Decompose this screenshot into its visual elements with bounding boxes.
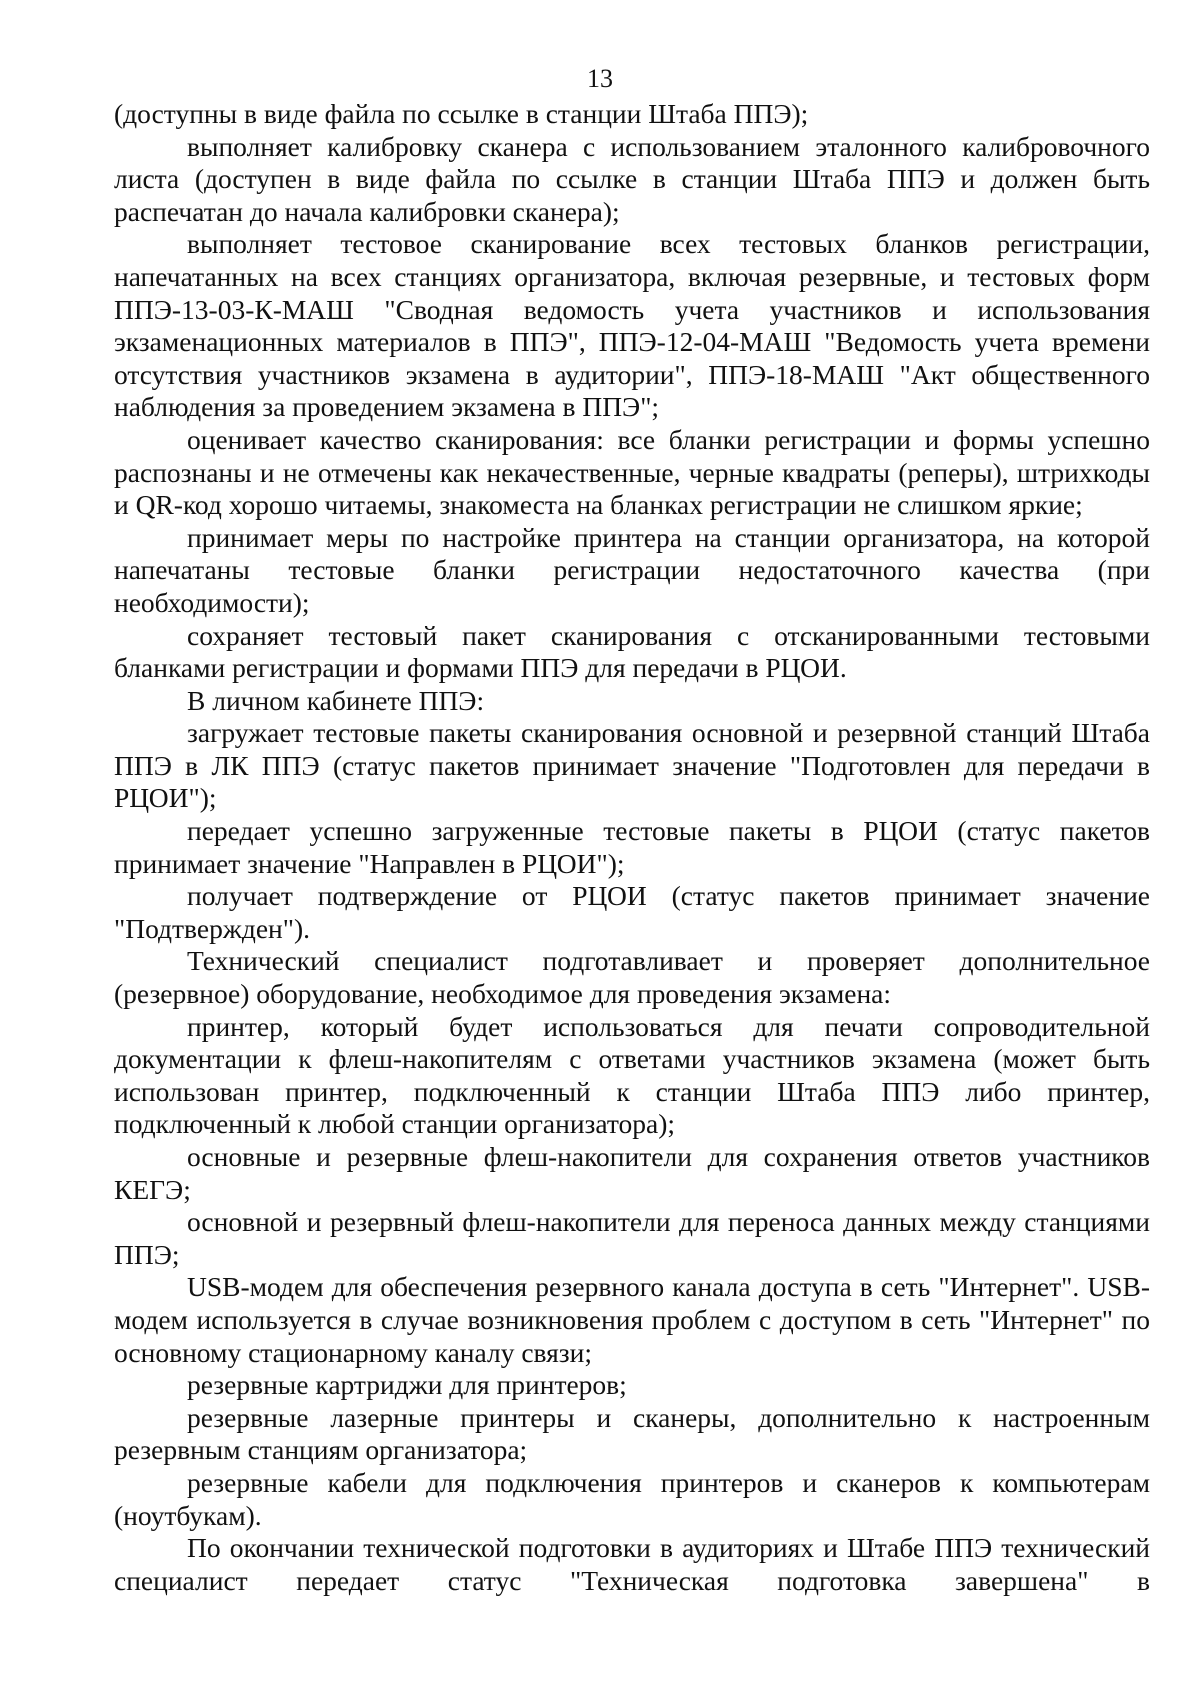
page-number: 13 (587, 64, 613, 93)
paragraph-usb-modem: USB-модем для обеспечения резервного канала доступа в сеть "Интернет". USB-модем используется в случае возникновения проблем с доступом в сеть "Интернет" по основному стационарному каналу связи; (114, 1271, 1150, 1368)
paragraph-upload-packages: загружает тестовые пакеты сканирования основной и резервной станций Штаба ППЭ в ЛК ППЭ (статус пакетов принимает значение "Подготовлен для передачи в РЦОИ"); (114, 717, 1150, 814)
document-body (114, 98, 1150, 1597)
paragraph-printer: принтер, который будет использоваться для печати сопроводительной документации к флеш-накопителям с ответами участников экзамена (может быть использован принтер, подключенный к станции Штаба ППЭ либо принтер, подключенный к любой станции организатора); (114, 1010, 1150, 1140)
paragraph-backup-cables: резервные кабели для подключения принтеров и сканеров к компьютерам (ноутбукам). (114, 1466, 1150, 1531)
paragraph-flash-drives-transfer: основной и резервный флеш-накопители для переноса данных между станциями ППЭ; (114, 1206, 1150, 1270)
paragraph-send-packages: передает успешно загруженные тестовые пакеты в РЦОИ (статус пакетов принимает значение "Направлен в РЦОИ"); (114, 815, 1150, 879)
paragraph-confirmation: получает подтверждение от РЦОИ (статус пакетов принимает значение "Подтвержден"). (114, 880, 1150, 944)
paragraph-scan-quality: оценивает качество сканирования: все бланки регистрации и формы успешно распознаны и не отмечены как некачественные, черные квадраты (реперы), штрихкоды и QR-код хорошо читаемы, знакоместа на бланках регистрации не слишком яркие; (114, 423, 1150, 521)
paragraph-personal-cabinet: В личном кабинете ППЭ: (187, 684, 485, 716)
paragraph-backup-equipment: Технический специалист подготавливает и проверяет дополнительное (резервное) оборудование, необходимое для проведения экзамена: (114, 945, 1150, 1010)
paragraph-flash-drives-answers: основные и резервные флеш-накопители для сохранения ответов участников КЕГЭ; (114, 1141, 1150, 1205)
paragraph-scanner-calibration: выполняет калибровку сканера с использованием эталонного калибровочного листа (доступен в виде файла по ссылке в станции Штаба ППЭ и должен быть распечатан до начала калибровки сканера); (114, 130, 1150, 227)
paragraph-cartridges: резервные картриджи для принтеров; (187, 1369, 627, 1401)
paragraph-continuation: (доступны в виде файла по ссылке в станции Штаба ППЭ); (114, 98, 809, 129)
paragraph-status-transfer: По окончании технической подготовки в аудиториях и Штабе ППЭ технический специалист передает статус "Техническая подготовка завершена" в (114, 1532, 1150, 1596)
paragraph-save-test-package: сохраняет тестовый пакет сканирования с отсканированными тестовыми бланками регистрации и формами ППЭ для передачи в РЦОИ. (114, 619, 1150, 684)
paragraph-test-scanning: выполняет тестовое сканирование всех тестовых бланков регистрации, напечатанных на всех станциях организатора, включая резервные, и тестовых форм ППЭ-13-03-К-МАШ "Сводная ведомость учета участников и использования экзаменационных материалов в ППЭ", ППЭ-12-04-МАШ "Ведомость учета времени отсутствия участников экзамена в аудитории", ППЭ-18-МАШ "Акт общественного наблюдения за проведением экзамена в ППЭ"; (114, 228, 1150, 423)
paragraph-backup-printers: резервные лазерные принтеры и сканеры, дополнительно к настроенным резервным станциям организатора; (114, 1401, 1150, 1466)
paragraph-printer-setup: принимает меры по настройке принтера на станции организатора, на которой напечатаны тестовые бланки регистрации недостаточного качества (при необходимости); (114, 521, 1150, 618)
